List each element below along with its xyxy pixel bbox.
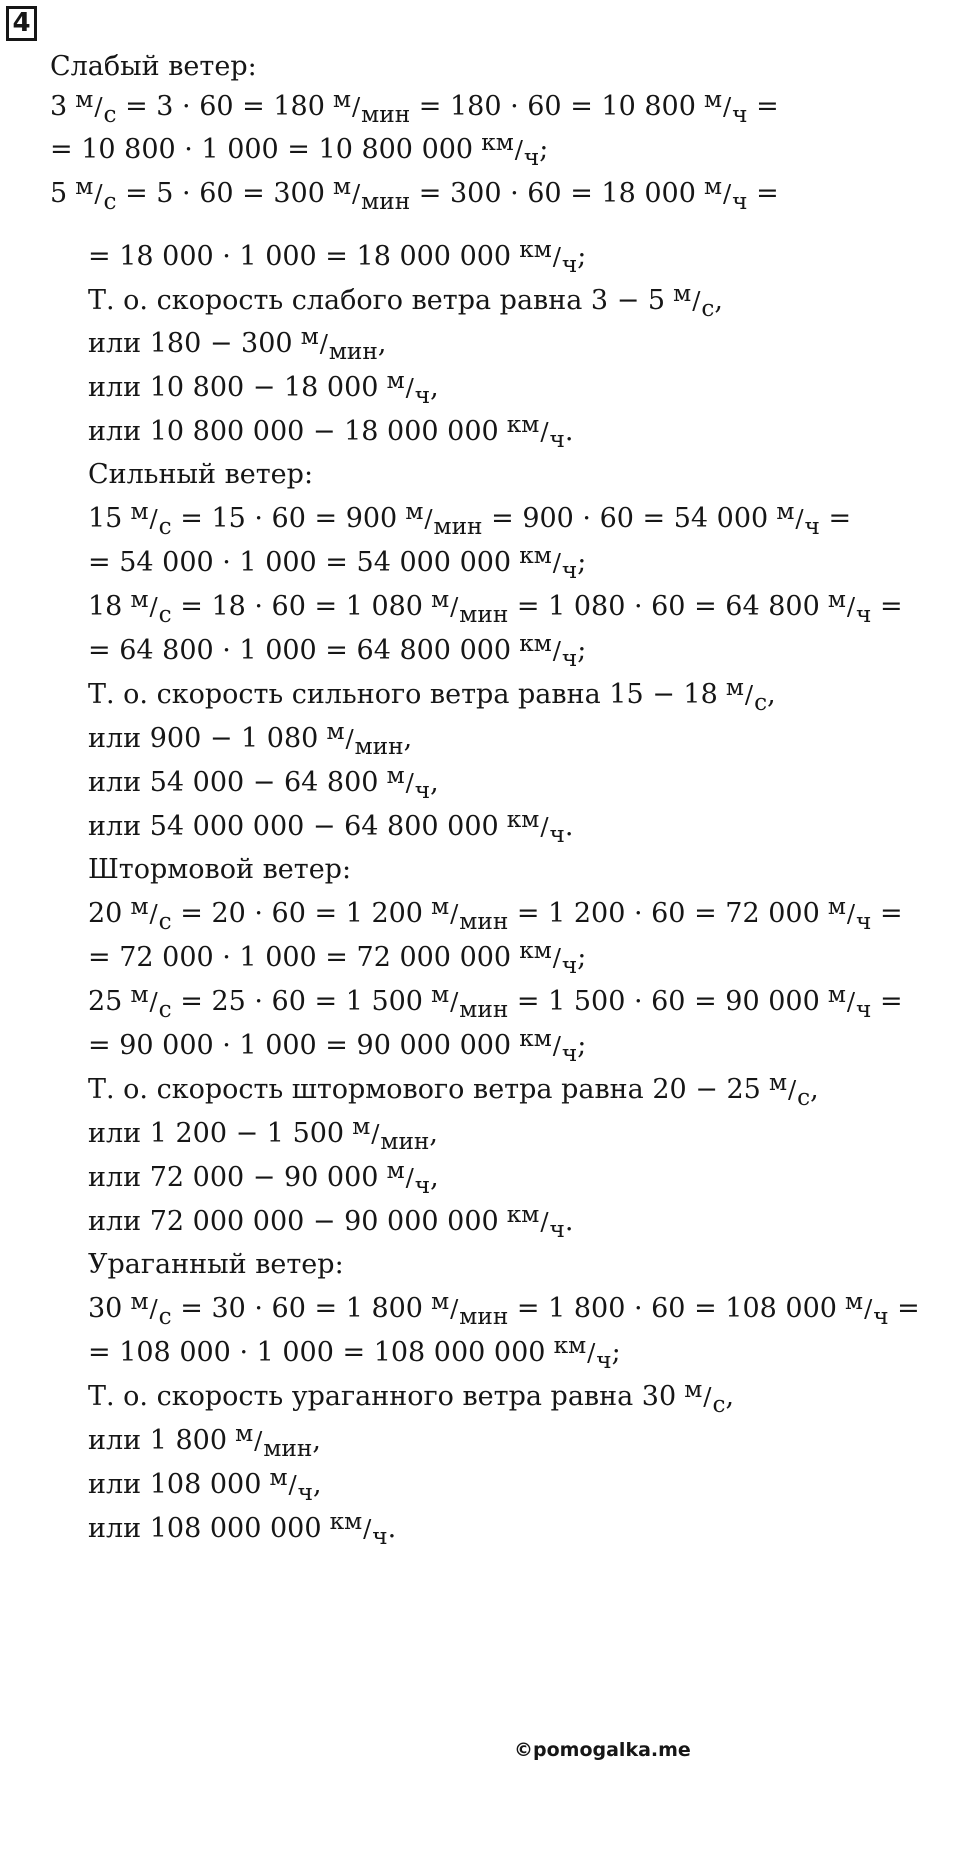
text-segment: ; [577, 547, 587, 578]
fraction-slash: / [149, 987, 158, 1016]
unit-denominator: ч [873, 1302, 889, 1330]
task-number-box: 4 [6, 6, 37, 41]
unit-fraction [130, 1287, 172, 1330]
text-segment: ; [577, 241, 587, 272]
text-line [88, 410, 574, 453]
text-segment: или 1 200 − 1 500 [88, 1118, 345, 1149]
fraction-slash: / [540, 812, 549, 841]
unit-fraction [519, 936, 578, 979]
unit-denominator: с [797, 1083, 811, 1111]
text-line [88, 1463, 322, 1506]
unit-numerator: км [506, 1200, 540, 1228]
unit-denominator: мин [361, 100, 411, 128]
unit-denominator: ч [561, 951, 578, 979]
fraction-slash: / [587, 1338, 596, 1367]
unit-fraction [776, 497, 820, 540]
unit-fraction [827, 892, 872, 935]
text-segment: , [403, 723, 413, 754]
text-segment: или 72 000 − 90 000 [88, 1162, 379, 1193]
text-segment: или 10 800 − 18 000 [88, 372, 379, 403]
unit-denominator: ч [856, 907, 872, 935]
unit-fraction [703, 172, 748, 215]
text-segment: или 10 800 000 − 18 000 000 [88, 416, 499, 447]
unit-denominator: мин [361, 187, 411, 215]
unit-denominator: мин [263, 1434, 313, 1462]
text-segment: Т. о. скорость штормового ветра равна 20 − 25 [88, 1074, 761, 1105]
unit-denominator: мин [433, 512, 483, 540]
unit-numerator: м [827, 585, 846, 613]
unit-numerator: м [386, 366, 405, 394]
unit-numerator: м [768, 1068, 787, 1096]
unit-fraction [300, 322, 378, 365]
fraction-slash: / [723, 92, 732, 121]
unit-numerator: км [519, 1024, 552, 1052]
unit-denominator: ч [372, 1522, 388, 1550]
fraction-slash: / [540, 417, 549, 446]
text-segment: , [430, 767, 439, 798]
unit-denominator: ч [732, 100, 748, 128]
text-segment: = 1 200 · 60 = 72 000 [508, 898, 820, 929]
unit-fraction [519, 1024, 578, 1067]
text-line [88, 1287, 920, 1330]
text-segment: 20 [88, 898, 123, 929]
unit-denominator: мин [328, 337, 378, 365]
text-segment: или 900 − 1 080 [88, 723, 319, 754]
fraction-slash: / [345, 724, 354, 753]
fraction-slash: / [149, 899, 158, 928]
fraction-slash: / [94, 92, 103, 121]
unit-denominator: ч [523, 143, 540, 171]
fraction-slash: / [552, 548, 561, 577]
text-line [88, 497, 852, 540]
text-line [88, 1375, 735, 1418]
fraction-slash: / [692, 286, 701, 315]
fraction-slash: / [540, 1207, 549, 1236]
unit-denominator: ч [561, 250, 578, 278]
fraction-slash: / [787, 1075, 797, 1104]
fraction-slash: / [552, 943, 561, 972]
text-segment: , [725, 1381, 735, 1412]
text-segment: , [714, 285, 723, 316]
text-segment: = 108 000 · 1 000 = 108 000 000 [88, 1337, 546, 1368]
unit-fraction [684, 1375, 726, 1418]
unit-fraction [827, 585, 872, 628]
text-segment: = 25 · 60 = 1 500 [171, 986, 423, 1017]
unit-fraction [703, 85, 748, 128]
unit-fraction [827, 980, 872, 1023]
text-line [50, 128, 549, 171]
fraction-slash: / [363, 1514, 372, 1543]
text-segment: 5 [50, 178, 68, 209]
unit-denominator: ч [732, 187, 748, 215]
unit-denominator: ч [297, 1478, 314, 1506]
unit-numerator: м [269, 1463, 288, 1491]
text-segment: Штормовой ветер: [88, 854, 352, 885]
text-segment: ; [539, 134, 549, 165]
text-line [88, 1024, 587, 1067]
text-segment: Т. о. скорость слабого ветра равна 3 − 5 [88, 285, 666, 316]
text-line [88, 322, 387, 365]
unit-fraction [725, 673, 768, 716]
unit-fraction [235, 1419, 313, 1462]
unit-fraction [553, 1331, 612, 1374]
text-segment: или 1 800 [88, 1425, 228, 1456]
unit-numerator: м [326, 717, 345, 745]
unit-numerator: м [431, 892, 450, 920]
text-segment: = 10 800 · 1 000 = 10 800 000 [50, 134, 474, 165]
text-line [88, 366, 439, 409]
fraction-slash: / [703, 1382, 712, 1411]
unit-denominator: ч [414, 776, 431, 804]
text-segment: = 3 · 60 = 180 [116, 91, 325, 122]
text-segment: или 180 − 300 [88, 328, 293, 359]
unit-numerator: м [75, 85, 94, 113]
fraction-slash: / [450, 987, 459, 1016]
unit-fraction [386, 761, 431, 804]
text-line [88, 805, 574, 848]
unit-numerator: м [673, 279, 692, 307]
unit-denominator: с [754, 688, 768, 716]
text-line [50, 50, 257, 84]
text-segment: = [888, 1293, 920, 1324]
text-segment: . [564, 416, 574, 447]
unit-denominator: ч [856, 600, 872, 628]
text-segment: Т. о. скорость сильного ветра равна 15 − 18 [88, 679, 718, 710]
unit-fraction [673, 279, 715, 322]
text-segment: = 900 · 60 = 54 000 [482, 503, 769, 534]
unit-numerator: м [130, 1287, 149, 1315]
unit-numerator: м [431, 585, 450, 613]
fraction-slash: / [846, 987, 856, 1016]
unit-numerator: м [75, 172, 94, 200]
text-segment: = 1 500 · 60 = 90 000 [508, 986, 820, 1017]
unit-numerator: км [329, 1507, 363, 1535]
text-line [88, 585, 903, 628]
text-segment: = 72 000 · 1 000 = 72 000 000 [88, 942, 512, 973]
text-line [88, 1200, 574, 1243]
unit-fraction [506, 410, 565, 453]
unit-numerator: м [431, 1287, 450, 1315]
unit-denominator: с [158, 995, 172, 1023]
text-segment: , [377, 328, 387, 359]
text-segment: ; [577, 1030, 587, 1061]
fraction-slash: / [149, 504, 158, 533]
unit-fraction [130, 585, 172, 628]
text-line [88, 936, 587, 979]
text-segment: , [767, 679, 776, 710]
text-segment: ; [577, 942, 587, 973]
unit-fraction [431, 585, 509, 628]
text-segment: , [313, 1469, 322, 1500]
text-line [88, 1331, 621, 1374]
fraction-slash: / [371, 1119, 380, 1148]
unit-fraction [506, 1200, 565, 1243]
fraction-slash: / [552, 1031, 561, 1060]
text-segment: = 64 800 · 1 000 = 64 800 000 [88, 635, 512, 666]
text-line [88, 761, 439, 804]
text-segment: 25 [88, 986, 123, 1017]
unit-fraction [332, 85, 411, 128]
unit-numerator: км [519, 629, 552, 657]
text-segment: . [387, 1513, 397, 1544]
fraction-slash: / [352, 179, 361, 208]
unit-denominator: с [158, 600, 172, 628]
text-line [88, 1156, 439, 1199]
text-segment: 18 [88, 591, 123, 622]
unit-fraction [519, 629, 578, 672]
unit-fraction [431, 1287, 509, 1330]
text-segment: = [819, 503, 852, 534]
unit-numerator: км [481, 128, 514, 156]
fraction-slash: / [552, 242, 561, 271]
fraction-slash: / [149, 1294, 158, 1323]
fraction-slash: / [846, 899, 856, 928]
text-segment: = [871, 591, 903, 622]
unit-denominator: мин [459, 600, 509, 628]
text-line [88, 853, 351, 887]
text-segment: = [747, 91, 779, 122]
text-line [88, 235, 587, 278]
fraction-slash: / [405, 373, 414, 402]
unit-fraction [332, 172, 411, 215]
unit-denominator: ч [549, 425, 565, 453]
fraction-slash: / [405, 768, 414, 797]
unit-denominator: ч [596, 1346, 612, 1374]
unit-numerator: м [431, 980, 450, 1008]
unit-numerator: м [300, 322, 319, 350]
unit-numerator: м [776, 497, 795, 525]
fraction-slash: / [254, 1426, 263, 1455]
text-line [88, 1248, 344, 1282]
unit-denominator: с [158, 1302, 172, 1330]
fraction-slash: / [450, 592, 459, 621]
fraction-slash: / [795, 504, 804, 533]
fraction-slash: / [514, 135, 523, 164]
text-line [88, 980, 903, 1023]
unit-fraction [75, 172, 117, 215]
text-segment: = [747, 178, 779, 209]
text-segment: = 5 · 60 = 300 [116, 178, 325, 209]
unit-fraction [481, 128, 540, 171]
fraction-slash: / [723, 179, 732, 208]
fraction-slash: / [149, 592, 158, 621]
unit-denominator: ч [549, 820, 565, 848]
unit-fraction [326, 717, 404, 760]
unit-fraction [519, 235, 578, 278]
unit-denominator: ч [856, 995, 872, 1023]
unit-numerator: м [332, 85, 352, 113]
text-segment: = 90 000 · 1 000 = 90 000 000 [88, 1030, 512, 1061]
unit-denominator: ч [804, 512, 820, 540]
text-segment: , [430, 1162, 439, 1193]
unit-denominator: с [701, 294, 715, 322]
text-segment: или 54 000 000 − 64 800 000 [88, 811, 499, 842]
text-segment: Т. о. скорость ураганного ветра равна 30 [88, 1381, 677, 1412]
unit-fraction [352, 1112, 430, 1155]
text-segment: = 180 · 60 = 10 800 [410, 91, 696, 122]
text-segment: , [430, 372, 439, 403]
text-line [88, 1068, 819, 1111]
text-line [88, 892, 903, 935]
unit-numerator: м [130, 980, 149, 1008]
unit-denominator: с [103, 187, 117, 215]
text-segment: Сильный ветер: [88, 459, 314, 490]
text-segment: = 20 · 60 = 1 200 [171, 898, 423, 929]
unit-numerator: м [130, 585, 149, 613]
text-segment: = 30 · 60 = 1 800 [171, 1293, 423, 1324]
unit-fraction [431, 892, 509, 935]
fraction-slash: / [864, 1294, 873, 1323]
unit-denominator: мин [459, 1302, 509, 1330]
unit-numerator: м [405, 497, 424, 525]
fraction-slash: / [744, 680, 754, 709]
text-line [88, 1507, 397, 1550]
unit-numerator: м [386, 761, 405, 789]
unit-fraction [431, 980, 509, 1023]
unit-denominator: мин [459, 907, 509, 935]
unit-numerator: км [553, 1331, 587, 1359]
text-segment: Слабый ветер: [50, 51, 257, 82]
unit-numerator: км [506, 410, 540, 438]
text-line [88, 541, 587, 584]
unit-fraction [75, 85, 117, 128]
unit-numerator: км [519, 936, 552, 964]
unit-fraction [519, 541, 578, 584]
unit-denominator: с [103, 100, 117, 128]
fraction-slash: / [424, 504, 433, 533]
text-segment: = 15 · 60 = 900 [171, 503, 398, 534]
text-segment: 15 [88, 503, 123, 534]
unit-fraction [506, 805, 565, 848]
fraction-slash: / [352, 92, 361, 121]
text-segment: = 18 000 · 1 000 = 18 000 000 [88, 241, 512, 272]
fraction-slash: / [405, 1163, 414, 1192]
fraction-slash: / [450, 1294, 459, 1323]
unit-fraction [386, 1156, 431, 1199]
text-segment: = [871, 986, 903, 1017]
text-line [50, 85, 779, 128]
text-line [88, 458, 313, 492]
unit-denominator: мин [380, 1127, 430, 1155]
text-segment: ; [577, 635, 587, 666]
unit-denominator: ч [561, 556, 578, 584]
text-segment: = 300 · 60 = 18 000 [410, 178, 696, 209]
unit-denominator: с [158, 512, 172, 540]
text-segment: или 108 000 000 [88, 1513, 322, 1544]
unit-denominator: ч [414, 1171, 431, 1199]
unit-fraction [845, 1287, 889, 1330]
text-segment: , [810, 1074, 819, 1105]
unit-denominator: ч [561, 644, 578, 672]
text-line [88, 1112, 438, 1155]
unit-numerator: км [519, 235, 552, 263]
unit-numerator: м [386, 1156, 405, 1184]
fraction-slash: / [288, 1470, 297, 1499]
unit-numerator: м [130, 497, 149, 525]
fraction-slash: / [450, 899, 459, 928]
text-segment: = [871, 898, 903, 929]
text-segment: = 18 · 60 = 1 080 [171, 591, 423, 622]
unit-numerator: м [827, 892, 846, 920]
text-line [50, 172, 779, 215]
unit-fraction [386, 366, 431, 409]
text-segment: 30 [88, 1293, 123, 1324]
unit-denominator: с [712, 1390, 726, 1418]
unit-numerator: м [684, 1375, 703, 1403]
text-segment: = 54 000 · 1 000 = 54 000 000 [88, 547, 512, 578]
unit-numerator: м [725, 673, 744, 701]
unit-denominator: мин [354, 732, 404, 760]
text-segment: 3 [50, 91, 68, 122]
unit-numerator: м [130, 892, 149, 920]
unit-fraction [269, 1463, 314, 1506]
fraction-slash: / [846, 592, 856, 621]
unit-fraction [130, 892, 172, 935]
text-line [88, 717, 413, 760]
unit-fraction [329, 1507, 388, 1550]
unit-denominator: мин [459, 995, 509, 1023]
unit-numerator: м [703, 172, 723, 200]
unit-numerator: м [235, 1419, 254, 1447]
unit-numerator: м [827, 980, 846, 1008]
text-segment: или 54 000 − 64 800 [88, 767, 379, 798]
text-segment: . [564, 811, 574, 842]
unit-fraction [405, 497, 483, 540]
unit-numerator: м [332, 172, 352, 200]
text-segment: , [429, 1118, 438, 1149]
unit-denominator: ч [561, 1039, 578, 1067]
unit-fraction [130, 497, 172, 540]
unit-fraction [768, 1068, 811, 1111]
unit-numerator: м [703, 85, 723, 113]
watermark: ©pomogalka.me [514, 1739, 691, 1761]
fraction-slash: / [319, 329, 328, 358]
text-line [88, 673, 776, 716]
text-segment: , [312, 1425, 321, 1456]
unit-numerator: м [352, 1112, 371, 1140]
unit-denominator: ч [414, 381, 431, 409]
unit-denominator: ч [549, 1215, 565, 1243]
unit-numerator: км [506, 805, 540, 833]
unit-numerator: м [845, 1287, 864, 1315]
unit-numerator: км [519, 541, 552, 569]
fraction-slash: / [552, 636, 561, 665]
text-line [88, 279, 723, 322]
text-segment: или 72 000 000 − 90 000 000 [88, 1206, 499, 1237]
text-segment: или 108 000 [88, 1469, 262, 1500]
text-segment: = 1 800 · 60 = 108 000 [508, 1293, 837, 1324]
text-segment: . [564, 1206, 574, 1237]
text-segment: = 1 080 · 60 = 64 800 [508, 591, 820, 622]
text-line [88, 1419, 321, 1462]
unit-denominator: с [158, 907, 172, 935]
text-line [88, 629, 587, 672]
unit-fraction [130, 980, 172, 1023]
fraction-slash: / [94, 179, 103, 208]
text-segment: ; [611, 1337, 621, 1368]
text-segment: Ураганный ветер: [88, 1249, 344, 1280]
